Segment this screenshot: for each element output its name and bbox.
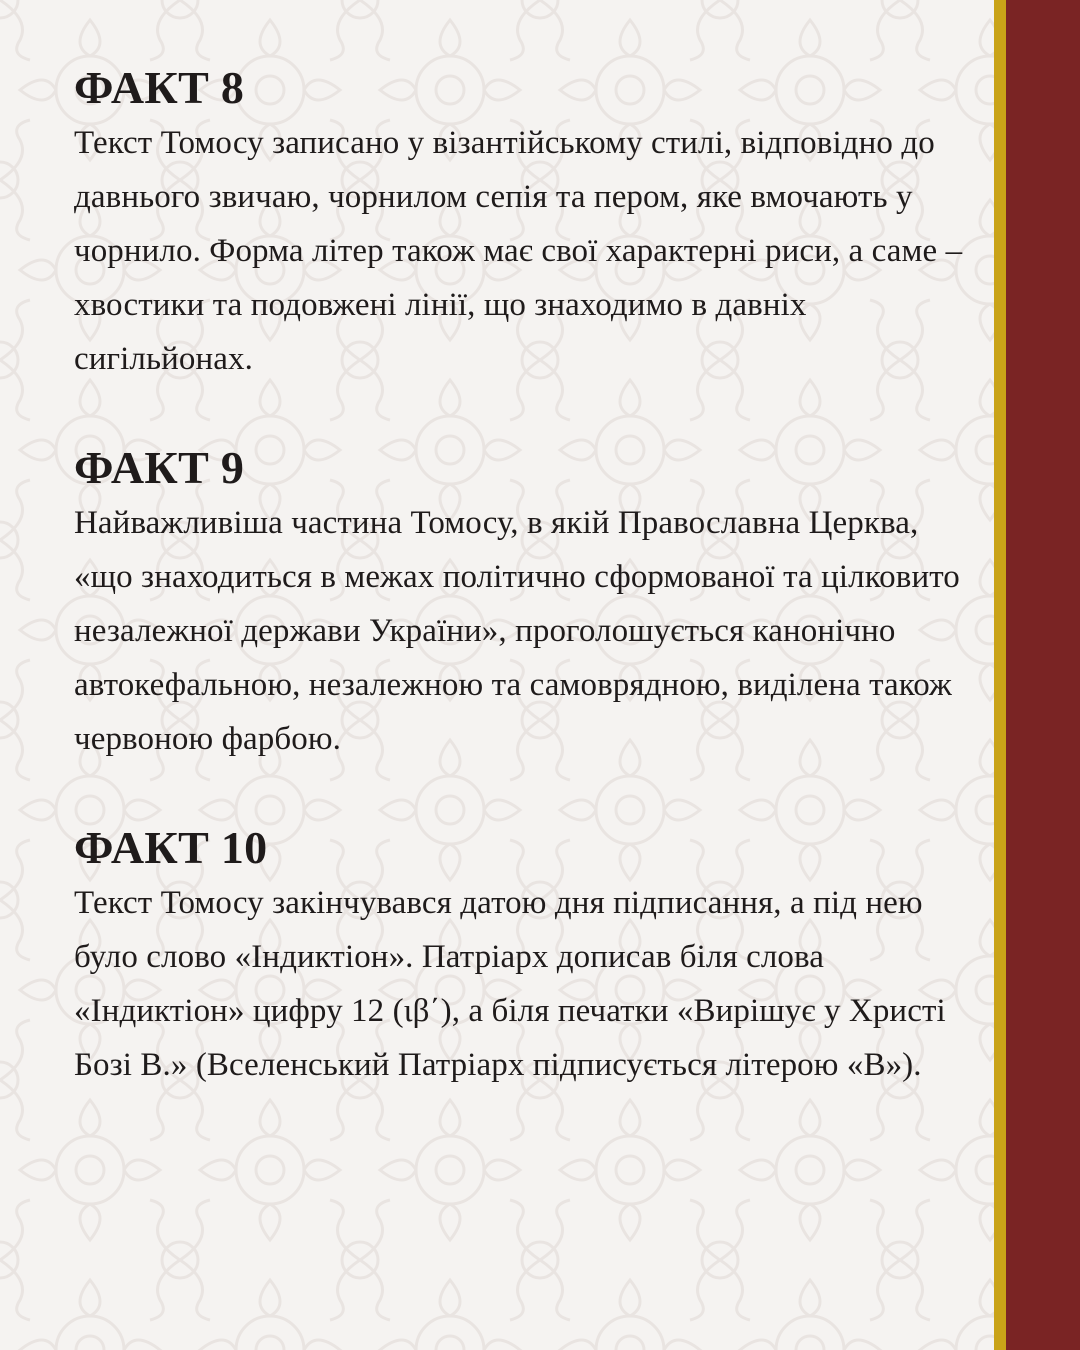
fact-8-text: Текст Томосу записано у візантійському стилі, відповідно до давнього звичаю, чорнилом сепія та пером, яке вмочають у чорнило. Форма літер також має свої характерні риси, а саме – хвостики та подовжені лінії, що знаходимо в давніх сигільйонах. xyxy=(74,125,963,377)
fact-8-title: ФАКТ 8 xyxy=(74,62,245,113)
facts-content xyxy=(74,60,974,1092)
red-side-panel xyxy=(1006,0,1080,1350)
fact-10-section xyxy=(74,820,974,1092)
fact-8-section xyxy=(74,60,974,386)
fact-9-section xyxy=(74,440,974,766)
fact-9-title: ФАКТ 9 xyxy=(74,442,245,493)
gold-border-stripe xyxy=(994,0,1006,1350)
fact-10-text: Текст Томосу закінчувався датою дня підписання, а під нею було слово «Індиктіон». Патріарх дописав біля слова «Індиктіон» цифру 12 (ιβ΄), а біля печатки «Вирішує у Христі Бозі В.» (Вселенський Патріарх підписується літерою «В»). xyxy=(74,885,946,1083)
fact-9-text: Найважливіша частина Томосу, в якій Православна Церква, «що знаходиться в межах політично сформованої та цілковито незалежної держави України», проголошується канонічно автокефальною, незалежною та самоврядною, виділена також червоною фарбою. xyxy=(74,505,960,757)
fact-10-title: ФАКТ 10 xyxy=(74,822,268,873)
